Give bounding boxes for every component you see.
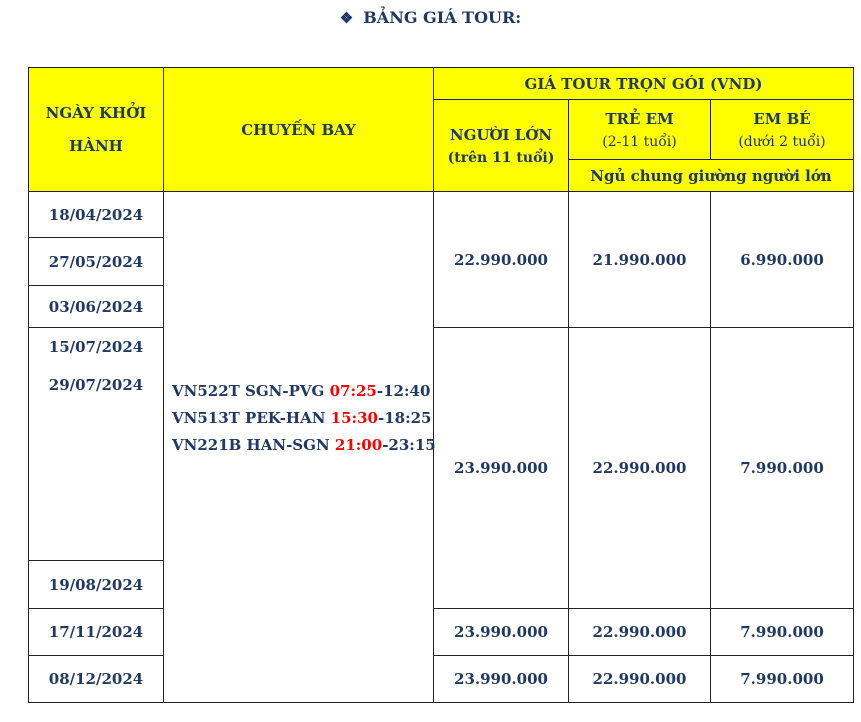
adult-price-cell: 23.990.000: [434, 609, 569, 656]
date-cell: 27/05/2024: [29, 238, 164, 286]
table-row: [29, 192, 854, 238]
header-infant: [711, 100, 854, 160]
header-infant-label: EM BÉ: [753, 109, 811, 128]
flight-departure-time: 07:25: [329, 382, 377, 400]
child-price-cell: 22.990.000: [569, 609, 711, 656]
date-cell-group: [29, 328, 164, 561]
header-adult: [434, 100, 569, 192]
header-row-1: [29, 68, 854, 100]
header-adult-sub: (trên 11 tuổi): [447, 149, 555, 166]
date-cell: 19/08/2024: [29, 561, 164, 609]
adult-price-cell: 22.990.000: [434, 192, 569, 328]
diamond-bullet-icon: ❖: [339, 9, 354, 27]
header-package-price: GIÁ TOUR TRỌN GÓI (VND): [434, 68, 854, 100]
header-adult-label: NGƯỜI LỚN: [449, 125, 553, 144]
date-cell: 29/07/2024: [48, 376, 144, 394]
header-infant-sub: (dưới 2 tuổi): [738, 133, 826, 150]
header-child: [569, 100, 711, 160]
infant-price-cell: 7.990.000: [711, 609, 854, 656]
header-child-label: TRẺ EM: [605, 109, 674, 128]
tour-price-table: [28, 67, 854, 703]
child-price-cell: 22.990.000: [569, 328, 711, 609]
header-shared-bed-note: Ngủ chung giường người lớn: [569, 160, 854, 192]
flight-departure-time: 15:30: [330, 409, 378, 427]
date-cell: 18/04/2024: [29, 192, 164, 238]
date-cell: 03/06/2024: [29, 286, 164, 328]
table-row: [29, 328, 854, 561]
heading-title: BẢNG GIÁ TOUR:: [363, 8, 522, 27]
flight-line: VN513T PEK-HAN 15:30-18:25: [172, 409, 432, 427]
flight-list: [172, 192, 436, 454]
date-cell: 17/11/2024: [29, 609, 164, 656]
flight-line: VN522T SGN-PVG 07:25-12:40: [172, 382, 431, 400]
header-child-sub: (2-11 tuổi): [602, 133, 677, 150]
flight-line: VN221B HAN-SGN 21:00-23:15: [172, 436, 436, 454]
table-row: [29, 609, 854, 656]
header-departure-date: NGÀY KHỞI HÀNH: [29, 68, 164, 192]
header-flight: CHUYẾN BAY: [164, 68, 434, 192]
infant-price-cell: 6.990.000: [711, 192, 854, 328]
infant-price-cell: 7.990.000: [711, 328, 854, 609]
date-cell: 08/12/2024: [29, 656, 164, 703]
adult-price-cell: 23.990.000: [434, 328, 569, 609]
adult-price-cell: 23.990.000: [434, 656, 569, 703]
section-heading: [0, 8, 861, 27]
flight-schedule-cell: [164, 192, 434, 703]
flight-departure-time: 21:00: [334, 436, 383, 454]
child-price-cell: 21.990.000: [569, 192, 711, 328]
table-row: [29, 656, 854, 703]
infant-price-cell: 7.990.000: [711, 656, 854, 703]
child-price-cell: 22.990.000: [569, 656, 711, 703]
date-cell: 15/07/2024: [48, 338, 144, 356]
